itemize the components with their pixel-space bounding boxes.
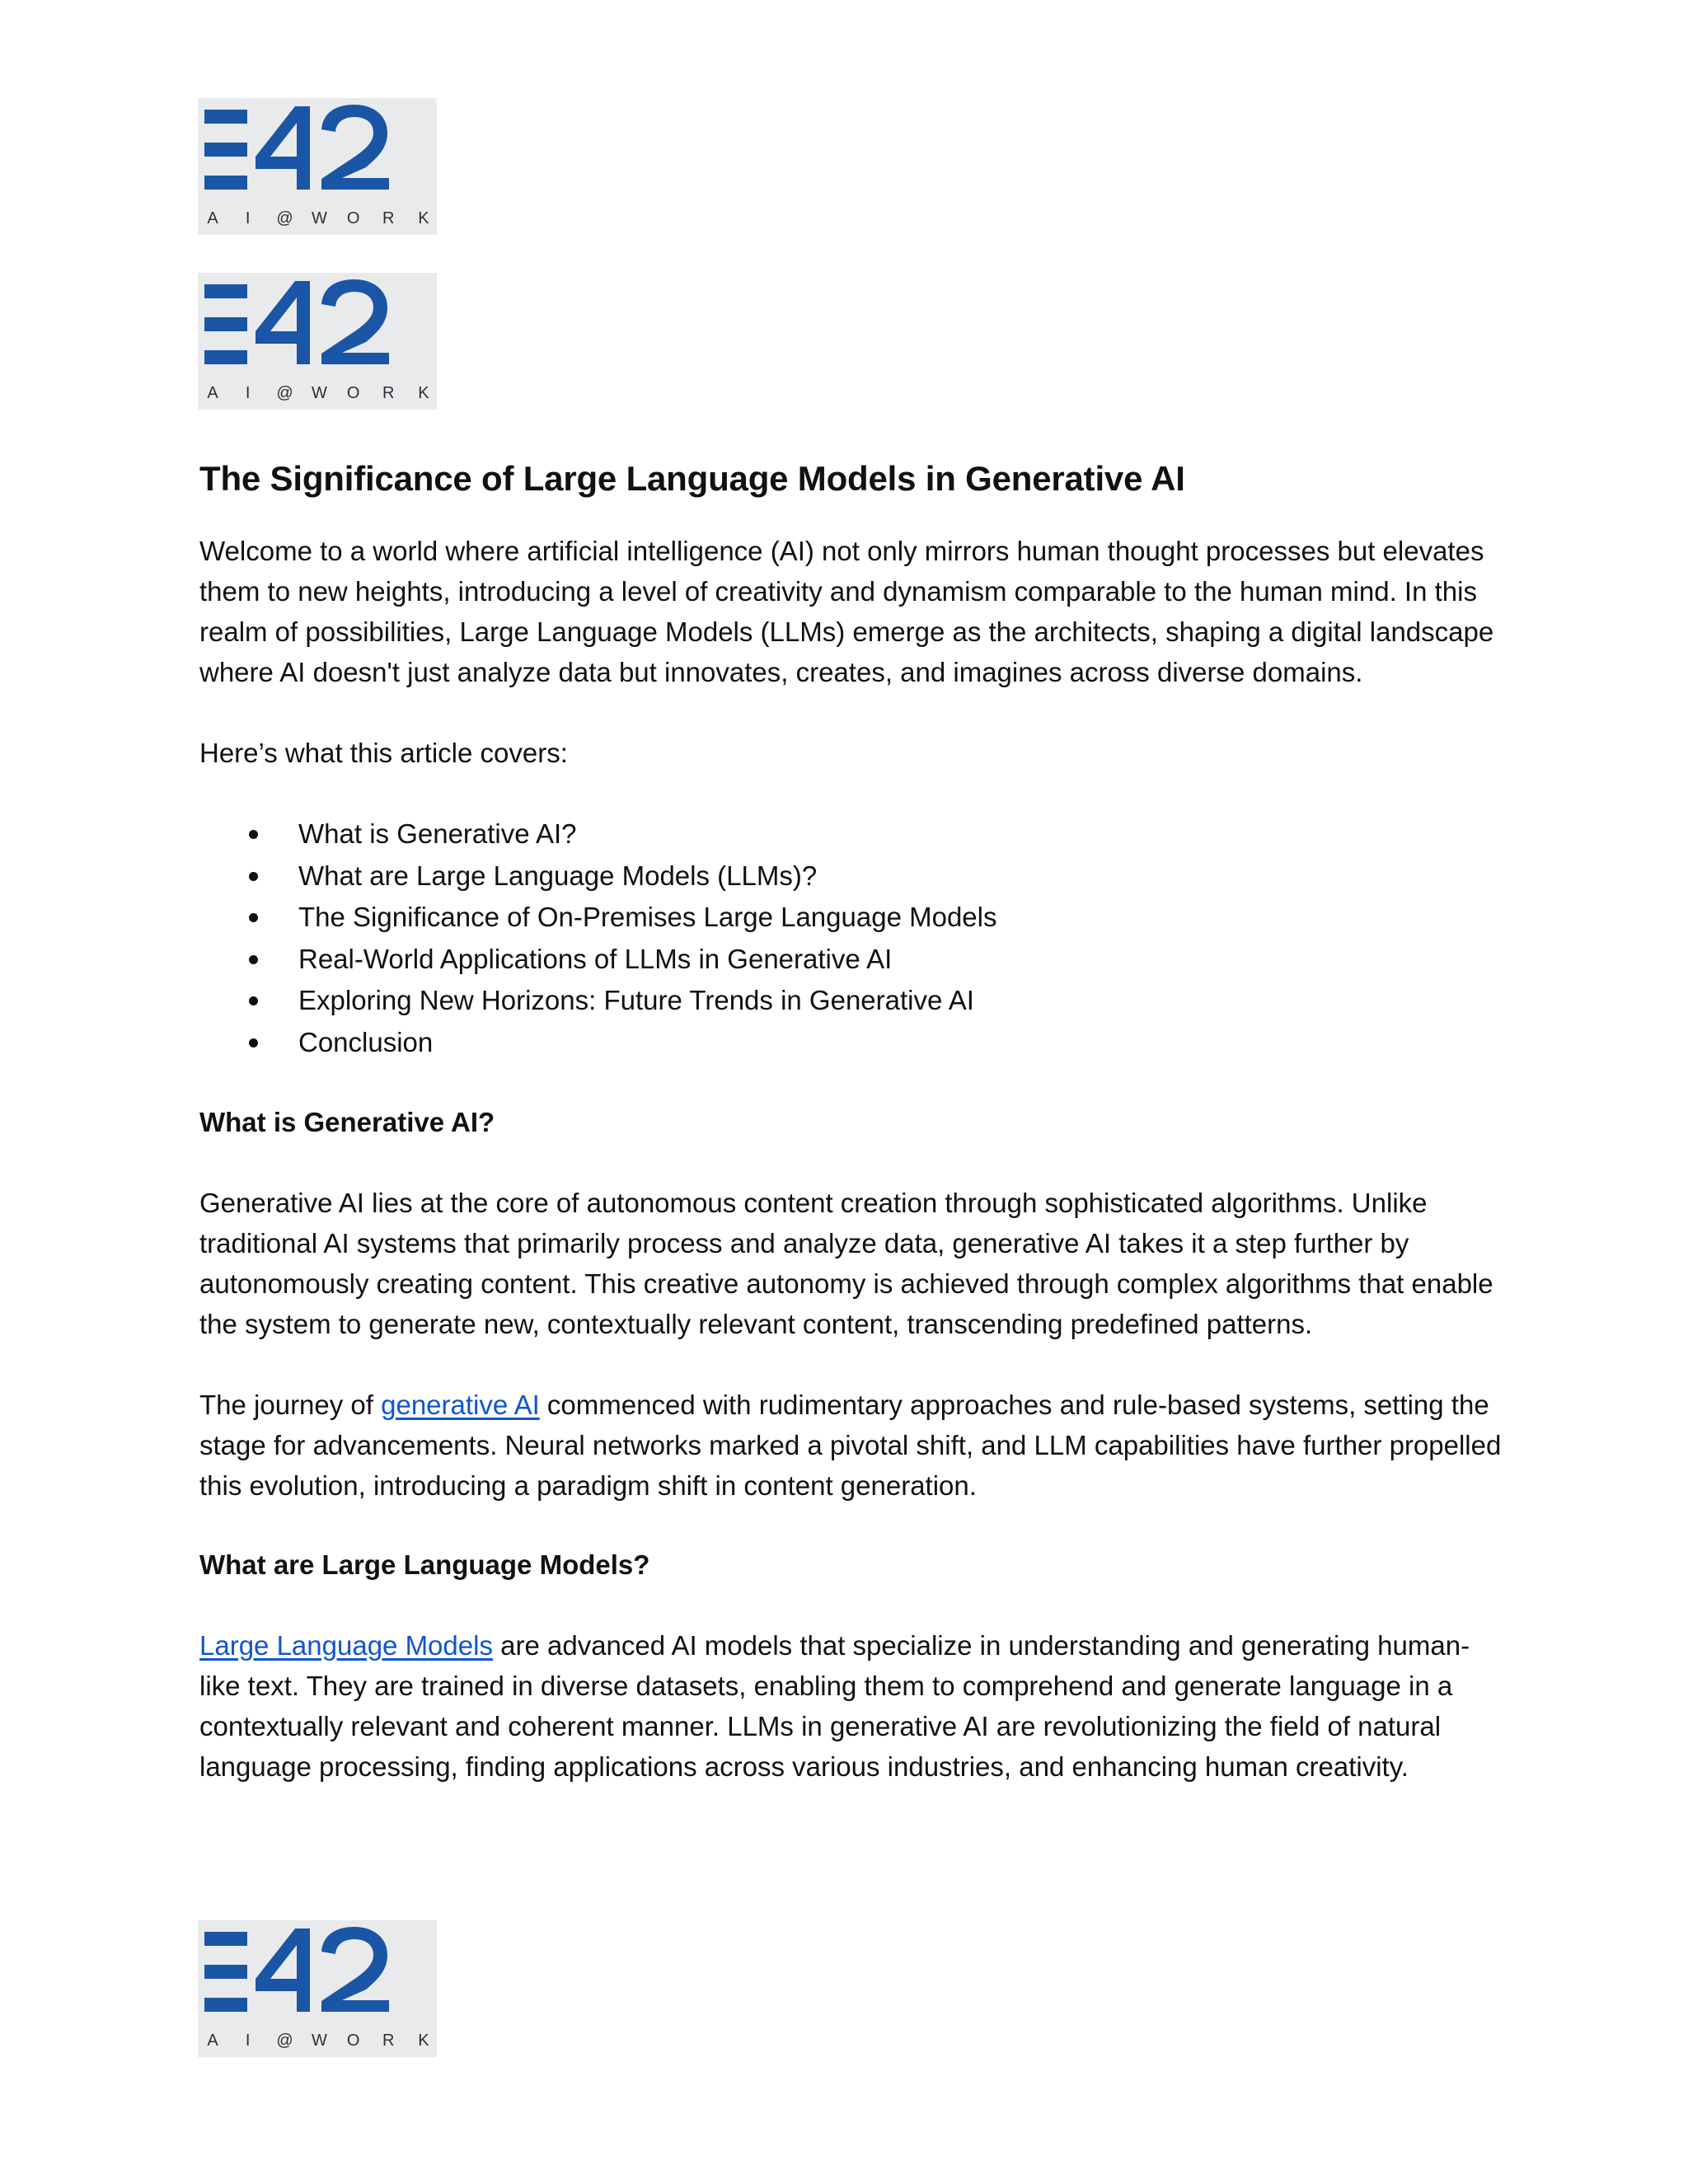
tagline-letter: @	[276, 2032, 293, 2050]
bullet-icon	[249, 872, 258, 881]
toc-item-label: What are Large Language Models (LLMs)?	[298, 860, 818, 891]
tagline-letter: I	[245, 384, 251, 402]
paragraph-text: are advanced AI models that specialize in understanding and generating human-like text. They are trained in diverse datasets, enabling them to comprehend and generate language in a contextually relevant and coherent manner. LLMs in generative AI are revolutionizing the field of natural language processing, finding applications across various industries, and enhancing human creativity.	[199, 1630, 1470, 1782]
tagline-letter: A	[207, 384, 218, 402]
toc-item	[199, 897, 1502, 939]
toc-item	[199, 939, 1502, 981]
article-title: The Significance of Large Language Models in Generative AI	[199, 459, 1185, 498]
bullet-icon	[249, 996, 258, 1005]
tagline-letter: K	[418, 209, 429, 227]
tagline-letter: @	[276, 209, 293, 227]
tagline-letter: O	[346, 2032, 360, 2050]
toc-item-label: The Significance of On-Premises Large Language Models	[298, 902, 997, 932]
tagline-letter: R	[382, 2032, 395, 2050]
tagline-letter: K	[418, 384, 429, 402]
toc-item-label: Conclusion	[298, 1026, 434, 1057]
tagline-letter: O	[346, 384, 360, 402]
tagline-letter: R	[382, 209, 395, 227]
paragraph-text: The journey of	[199, 1390, 382, 1420]
toc-item	[199, 855, 1502, 898]
toc-item	[199, 813, 1502, 855]
logo-tagline	[198, 207, 437, 230]
article-body	[199, 452, 1502, 1787]
tagline-letter: O	[346, 209, 360, 227]
tagline-letter: A	[207, 2032, 218, 2050]
bullet-icon	[249, 913, 258, 922]
section-heading-llms: What are Large Language Models?	[199, 1549, 650, 1580]
toc-item-label: Real-World Applications of LLMs in Generative AI	[298, 943, 893, 974]
tagline-letter: W	[311, 2032, 327, 2050]
generative-ai-paragraph: Generative AI lies at the core of autonomous content creation through sophisticated algorithms. Unlike traditional AI systems that primarily process and analyze data, generative AI takes it a step further by autonomously creating content. This creative autonomy is achieved through complex algorithms that enable the system to generate new, contextually relevant content, transcending predefined patterns.	[199, 1188, 1493, 1339]
table-of-contents	[199, 813, 1502, 1063]
tagline-letter: I	[245, 209, 251, 227]
logo-tagline	[198, 2029, 437, 2052]
tagline-letter: @	[276, 384, 293, 402]
e42-logo	[198, 98, 437, 235]
e42-logo	[198, 273, 437, 410]
covers-label: Here’s what this article covers:	[199, 738, 568, 768]
toc-item-label: What is Generative AI?	[298, 818, 577, 849]
e42-logo	[198, 1920, 437, 2057]
toc-item	[199, 980, 1502, 1022]
generative-ai-link[interactable]: generative AI	[381, 1390, 540, 1420]
tagline-letter: I	[245, 2032, 251, 2050]
large-language-models-link[interactable]: Large Language Models	[199, 1630, 493, 1661]
toc-item-label: Exploring New Horizons: Future Trends in Generative AI	[298, 985, 974, 1015]
tagline-letter: W	[311, 384, 327, 402]
tagline-letter: A	[207, 209, 218, 227]
tagline-letter: K	[418, 2032, 429, 2050]
toc-item	[199, 1022, 1502, 1064]
generative-ai-journey-paragraph	[199, 1385, 1502, 1506]
tagline-letter: R	[382, 384, 395, 402]
bullet-icon	[249, 955, 258, 964]
intro-paragraph: Welcome to a world where artificial intelligence (AI) not only mirrors human thought processes but elevates them to new heights, introducing a level of creativity and dynamism comparable to the human mind. In this realm of possibilities, Large Language Models (LLMs) emerge as the architects, shaping a digital landscape where AI doesn't just analyze data but innovates, creates, and imagines across diverse domains.	[199, 536, 1494, 687]
logo-tagline	[198, 382, 437, 405]
bullet-icon	[249, 830, 258, 839]
paragraph-text: commenced with rudimentary approaches and rule-based systems, setting the stage for advancements. Neural networks marked a pivotal shift, and LLM capabilities have further propelled this evolution, introducing a paradigm shift in content generation.	[199, 1390, 1502, 1501]
tagline-letter: W	[311, 209, 327, 227]
bullet-icon	[249, 1038, 258, 1047]
section-heading-generative-ai: What is Generative AI?	[199, 1107, 495, 1137]
llm-paragraph	[199, 1625, 1502, 1787]
